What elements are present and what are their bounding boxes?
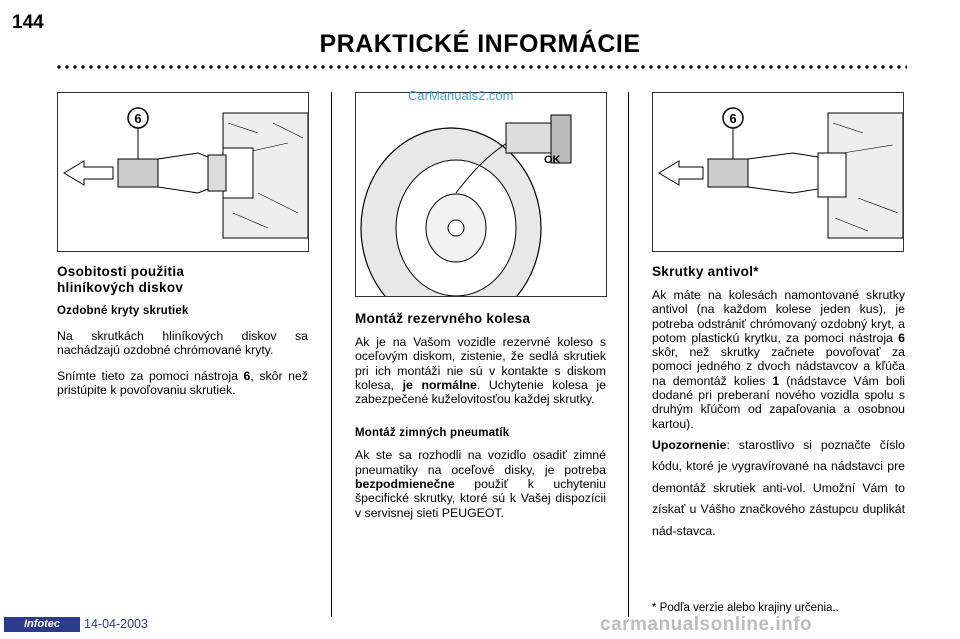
column-aluminium-wheels: [57, 264, 308, 397]
heading-aluminium-line2: hliníkových diskov: [57, 280, 184, 295]
figure-spare-wheel: [355, 92, 607, 297]
paragraph-warning: Upozornenie: starostlivo si poznačte číslo kódu, ktoré je vygravírované na nádstavci pre demontáž skrutiek anti-vol. Umožní Vám to získať u Vášho značkového zástupcu duplikát nád-stavca.: [652, 437, 905, 538]
footer-date: 14-04-2003: [84, 617, 148, 631]
paragraph-winter-tyres: Ak ste sa rozhodli na vozidlo osadiť zimné pneumatiky na oceľové disky, je potreba bezpodmienečne použiť k uchyteniu špecifické skrutky, ktoré sú k Vašej dispozícii v servisnej sieti PEUGEOT.: [355, 448, 606, 520]
callout-6-label: 6: [134, 111, 142, 126]
footnote: * Podľa verzie alebo krajiny určenia..: [652, 602, 839, 614]
heading-spare-wheel: Montáž rezervného kolesa: [355, 311, 531, 326]
watermark-top: CarManuals2.com: [408, 88, 514, 103]
figure-tool-cover-removal-left: [57, 92, 309, 252]
infotec-logo: Infotec: [4, 617, 80, 632]
subheading-bolt-covers: Ozdobné kryty skrutiek: [57, 305, 189, 317]
heading-aluminium-line1: Osobitosti použitia: [57, 264, 185, 279]
callout-6-label: 6: [729, 111, 737, 126]
column-divider-right: [628, 92, 629, 617]
page-title: PRAKTICKÉ INFORMÁCIE: [319, 30, 641, 58]
paragraph-covers: Na skrutkách hliníkových diskov sa nachádzajú ozdobné chrómované kryty.: [57, 329, 308, 358]
column-divider-left: [331, 92, 332, 617]
dotted-divider: [55, 64, 907, 70]
figure-tool-cover-removal-right: [652, 92, 904, 252]
column-antitheft-bolts: [652, 264, 905, 542]
page-number: 144: [12, 12, 44, 33]
column-spare-wheel: [355, 311, 606, 520]
ok-label: OK: [544, 154, 561, 166]
paragraph-antitheft-bolts: Ak máte na kolesách namontované skrutky antivol (na každom kolese jeden kus), je potreba odstrániť chrómovaný ozdobný kryt, a potom plastickú krytku, za pomoci nástroja 6 skôr, než skrutky začnete povoľovať za pomoci jedného z dvoch nádstavcov a kľúča na demontáž kolies 1 (nádstavce Vám boli dodané pri preberaní nového vozidla spolu s druhým kľúčom od zapaľovania a osobnou kartou).: [652, 288, 906, 431]
paragraph-remove-covers: Snímte tieto za pomoci nástroja 6, skôr než pristúpite k povoľovaniu skrutiek.: [57, 368, 308, 397]
paragraph-spare-wheel: Ak je na Vašom vozidle rezervné koleso s oceľovým diskom, zistenie, že sedlá skrutiek pri ich montáži nie sú v kontakte s diskom kolesa, je normálne. Uchytenie kolesa je zabezpečené kuželovitosťou každej skrutky.: [355, 335, 606, 407]
subheading-winter-tyres: Montáž zimných pneumatík: [355, 427, 510, 440]
watermark-bottom: carmanualsonline.info: [600, 614, 813, 635]
heading-antitheft-bolts: Skrutky antivol*: [652, 264, 759, 279]
